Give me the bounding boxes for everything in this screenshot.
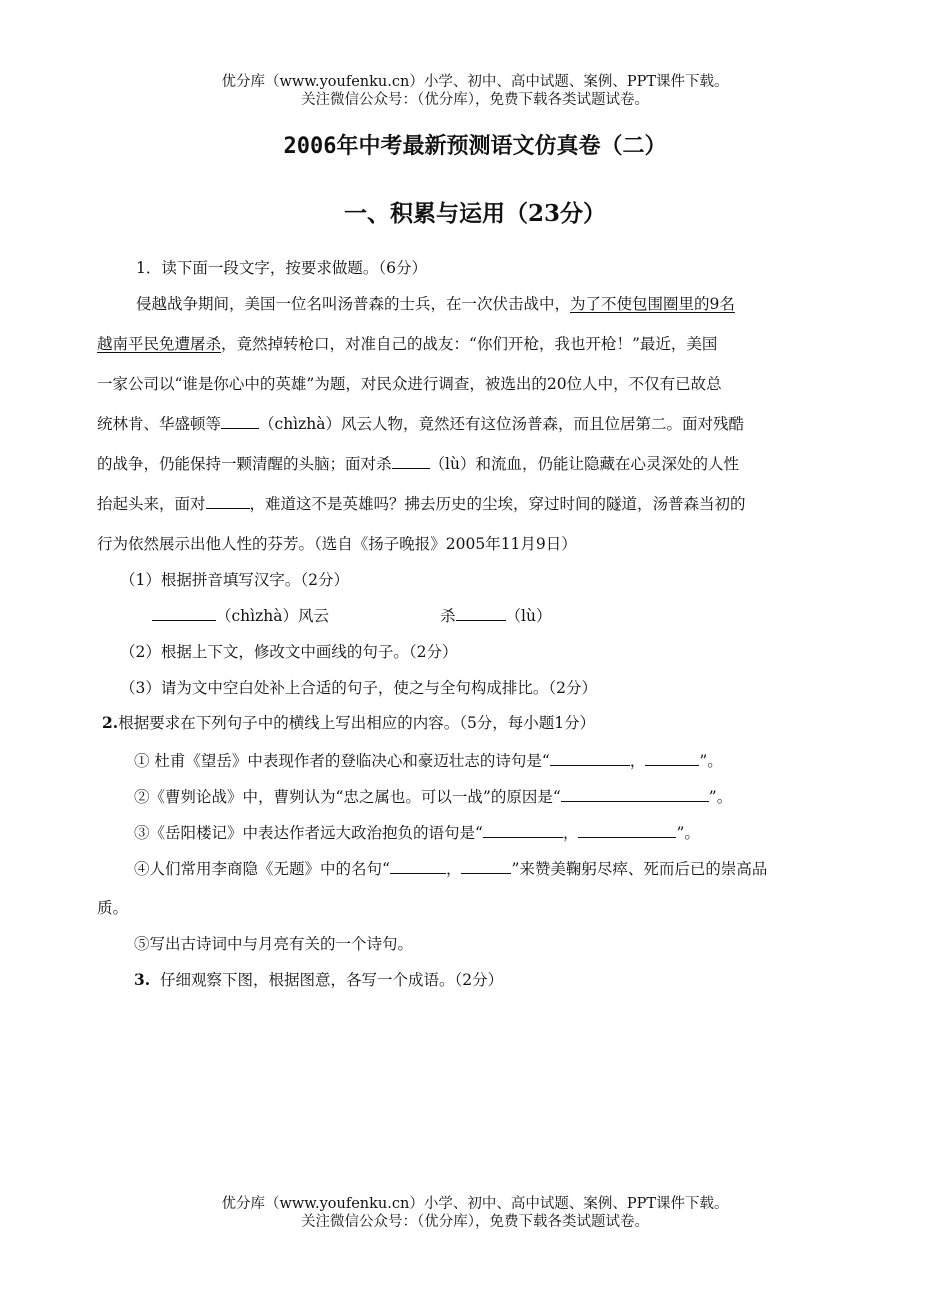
fill-label: （lù） (505, 607, 552, 625)
passage-text: 侵越战争期间，美国一位名叫汤普森的士兵，在一次伏击战中， (136, 295, 571, 313)
q2-stem (102, 711, 595, 733)
q1-sub-1: （1）根据拼音填写汉字。（2分） (120, 571, 349, 589)
passage-text: 统林肯、华盛顿等 (97, 415, 222, 433)
question-number: 2. (102, 713, 119, 732)
q2-item-2 (134, 785, 732, 807)
question-text: 仔细观察下图，根据图意，各写一个成语。（2分） (160, 971, 504, 989)
page-title: 2006年中考最新预测语文仿真卷（二） (283, 134, 667, 159)
answer-blank[interactable] (221, 414, 259, 429)
answer-blank[interactable] (645, 751, 699, 766)
q1-passage-line-3: 一家公司以“谁是你心中的英雄”为题，对民众进行调查，被选出的20位人中，不仅有已故总 (97, 375, 722, 393)
answer-blank[interactable] (578, 823, 676, 838)
fill-label: 杀 (440, 607, 456, 625)
answer-blank[interactable] (561, 787, 709, 802)
item-text: ②《曹刿论战》中，曹刿认为“忠之属也。可以一战”的原因是“ (134, 788, 561, 806)
q1-fill-b (440, 604, 551, 626)
close-quote: ”。 (699, 752, 723, 770)
header-line-1: 优分库（www.youfenku.cn）小学、初中、高中试题、案例、PPT课件下载。 (221, 74, 729, 90)
q2-item-5: ⑤写出古诗词中与月亮有关的一个诗句。 (134, 935, 414, 953)
comma: ， (445, 860, 462, 878)
q2-item-1 (134, 749, 723, 771)
q1-passage-line-2 (97, 332, 717, 354)
underlined-sentence: 为了不使包围圈里的9名 (570, 295, 735, 313)
item-text: ④人们常用李商隐《无题》中的名句“ (134, 860, 390, 878)
passage-text: 的战争，仍能保持一颗清醒的头脑；面对杀 (97, 455, 392, 473)
underlined-sentence: 越南平民免遭屠杀 (97, 335, 222, 353)
answer-blank[interactable] (390, 859, 446, 874)
answer-blank[interactable] (152, 606, 216, 621)
q1-passage-line-6 (97, 492, 746, 514)
passage-text: （lù）和流血，仍能让隐藏在心灵深处的人性 (429, 455, 739, 473)
answer-blank[interactable] (550, 751, 630, 766)
q1-passage-line-7: 行为依然展示出他人性的芬芳。（选自《扬子晚报》2005年11月9日） (97, 535, 577, 553)
answer-blank[interactable] (483, 823, 563, 838)
passage-text: ，难道这不是英雄吗？拂去历史的尘埃，穿过时间的隧道，汤普森当初的 (249, 495, 746, 513)
q1-fill-a (152, 604, 329, 626)
answer-blank[interactable] (456, 606, 506, 621)
passage-text: （chìzhà）风云人物，竟然还有这位汤普森，而且位居第二。面对残酷 (259, 415, 745, 433)
passage-text: 抬起头来，面对 (97, 495, 206, 513)
answer-blank[interactable] (206, 494, 250, 509)
passage-text: ，竟然掉转枪口，对准自己的战友：“你们开枪，我也开枪！”最近，美国 (221, 335, 718, 353)
q1-passage-line-5 (97, 452, 739, 474)
fill-label: （chìzhà）风云 (216, 607, 330, 625)
comma: ， (562, 824, 579, 842)
section-title: 一、积累与运用（23分） (343, 200, 606, 227)
item-text: ③《岳阳楼记》中表达作者远大政治抱负的语句是“ (134, 824, 483, 842)
answer-blank[interactable] (461, 859, 511, 874)
q1-sub-2: （2）根据上下文，修改文中画线的句子。（2分） (120, 643, 458, 661)
question-number: 3. (134, 970, 151, 989)
answer-blank[interactable] (392, 454, 430, 469)
close-quote: ”。 (676, 824, 700, 842)
q3-stem (134, 968, 503, 990)
footer-line-1: 优分库（www.youfenku.cn）小学、初中、高中试题、案例、PPT课件下载。 (221, 1196, 729, 1212)
q1-stem: 1．读下面一段文字，按要求做题。（6分） (136, 259, 427, 277)
q2-item-4 (134, 857, 767, 879)
item-text: ① 杜甫《望岳》中表现作者的登临决心和豪迈壮志的诗句是“ (134, 752, 550, 770)
q1-sub-3: （3）请为文中空白处补上合适的句子，使之与全句构成排比。（2分） (120, 679, 597, 697)
q1-passage-line-1 (136, 292, 735, 314)
q1-passage-line-4 (97, 412, 744, 434)
item-text: ”来赞美鞠躬尽瘁、死而后已的崇高品 (511, 860, 768, 878)
comma: ， (629, 752, 646, 770)
close-quote: ”。 (708, 788, 733, 806)
q2-item-3 (134, 821, 700, 843)
q2-item-4-cont: 质。 (97, 899, 129, 917)
header-line-2: 关注微信公众号：（优分库），免费下载各类试题试卷。 (301, 92, 649, 108)
question-text: 根据要求在下列句子中的横线上写出相应的内容。（5分，每小题1分） (118, 714, 596, 732)
footer-line-2: 关注微信公众号：（优分库），免费下载各类试题试卷。 (301, 1214, 649, 1230)
